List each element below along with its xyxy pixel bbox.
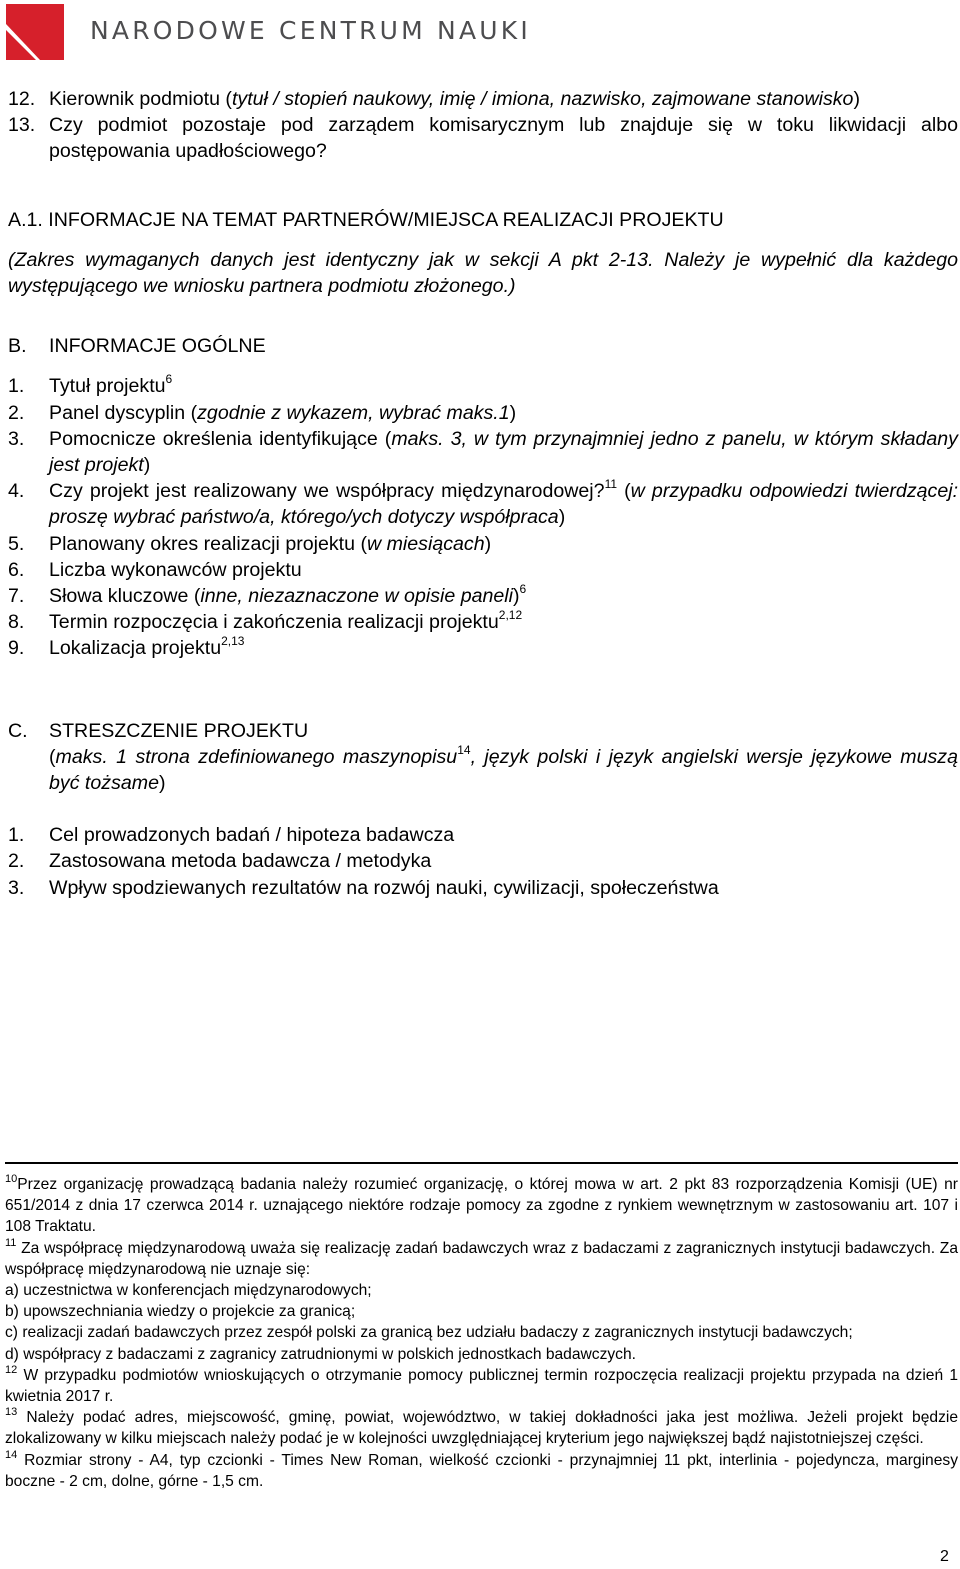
list-item <box>8 531 958 557</box>
list-item <box>8 875 958 901</box>
footnote <box>5 1174 958 1238</box>
item-after: ) <box>484 532 492 555</box>
item-text: Panel dyscyplin ( <box>49 401 198 424</box>
footnote-text: c) realizacji zadań badawczych przez zespół polski za granicą bez udziału badaczy z zagranicznych instytucji badawczych; <box>5 1324 853 1342</box>
item-italic: tytuł / stopień naukowy, imię / imiona, nazwisko, zajmowane stanowisko <box>231 88 854 110</box>
footnote <box>5 1301 958 1322</box>
note-italic: , język polski i język angielski wersje językowe muszą być tożsame <box>49 745 958 795</box>
item-text: Termin rozpoczęcia i zakończenia realizacji projektu <box>49 611 499 634</box>
footnote <box>5 1407 958 1449</box>
item-number: 2. <box>8 401 25 424</box>
item-text: Czy podmiot pozostaje pod zarządem komisarycznym lub znajduje się w toku likwidacji albo postępowania upadłościowego? <box>49 114 958 163</box>
list-item <box>8 583 958 609</box>
item-text: Wpływ spodziewanych rezultatów na rozwój nauki, cywilizacji, społeczeństwa <box>49 876 719 899</box>
item-number: 3. <box>8 427 25 450</box>
footnote-ref: 2,12 <box>498 608 523 623</box>
footnote <box>5 1322 958 1343</box>
document-body <box>8 86 958 901</box>
item-text: Zastosowana metoda badawcza / metodyka <box>49 850 432 873</box>
footnote <box>5 1280 958 1301</box>
section-b-number: B. <box>8 335 27 358</box>
section-b-title: INFORMACJE OGÓLNE <box>49 335 266 358</box>
section-b-heading <box>8 333 958 359</box>
item-number: 7. <box>8 585 25 608</box>
item-after: ) <box>509 401 517 424</box>
section-c-list <box>8 822 958 901</box>
footnote-text: W przypadku podmiotów wnioskujących o otrzymanie pomocy publicznej termin rozpoczęcia realizacji projektu przypada na dzień 1 kwietnia 2017 r. <box>5 1366 958 1406</box>
item-number: 13. <box>8 114 36 137</box>
section-c-note <box>8 744 958 796</box>
item-text: Czy projekt jest realizowany we współpracy międzynarodowej? <box>49 480 605 503</box>
section-c-title: STRESZCZENIE PROJEKTU <box>49 719 309 742</box>
item-text: Kierownik podmiotu ( <box>49 88 232 110</box>
footnote-text: Przez organizację prowadzącą badania należy rozumieć organizację, o której mowa w art. 2 pkt 83 rozporządzenia Komisji (UE) nr 651/2014 z dnia 17 czerwca 2014 r. uznającego niektóre rodzaje pomocy za zgodne z rynkiem wewnętrznym w zastosowaniu art. 107 i 108 Traktatu. <box>5 1176 958 1236</box>
footnote-ref: 6 <box>519 582 527 597</box>
page-header <box>0 0 960 62</box>
footnote <box>5 1450 958 1492</box>
list-item <box>8 400 958 426</box>
list-item <box>8 848 958 874</box>
footnote-text: a) uczestnictwa w konferencjach międzynarodowych; <box>5 1282 372 1300</box>
note-italic: maks. 1 strona zdefiniowanego maszynopisu <box>55 745 458 768</box>
section-a1-title: A.1. INFORMACJE NA TEMAT PARTNERÓW/MIEJSCA REALIZACJI PROJEKTU <box>8 208 724 231</box>
list-item <box>8 478 958 530</box>
list-item <box>8 426 958 478</box>
item-after: ) <box>558 506 566 529</box>
footnote-ref: 11 <box>604 477 618 492</box>
item-number: 5. <box>8 532 25 555</box>
item-13 <box>8 112 958 164</box>
footnote-number: 13 <box>5 1406 18 1419</box>
list-item <box>8 822 958 848</box>
footnote-number: 12 <box>5 1363 18 1376</box>
footnote-divider <box>5 1162 958 1164</box>
item-number: 9. <box>8 637 25 660</box>
item-text: Cel prowadzonych badań / hipoteza badawcza <box>49 824 455 847</box>
item-text: Liczba wykonawców projektu <box>49 558 302 581</box>
footnote <box>5 1344 958 1365</box>
item-number: 12. <box>8 88 36 110</box>
item-italic: zgodnie z wykazem, wybrać maks.1 <box>197 401 510 424</box>
org-name: NARODOWE CENTRUM NAUKI <box>90 16 531 45</box>
item-text: Planowany okres realizacji projektu ( <box>49 532 367 555</box>
footnote-text: Należy podać adres, miejscowość, gminę, powiat, województwo, w takiej dokładności jaka jest możliwa. Jeżeli projekt będzie zlokalizowany w kilku miejscach należy podać je w kolejności uwzględniającej kryterium jego największej bądź najistotniejszej części. <box>5 1409 958 1448</box>
item-text: Pomocnicze określenia identyfikujące ( <box>49 427 392 450</box>
footnote-text: d) współpracy z badaczami z zagranicy zatrudnionymi w polskich jednostkach badawczych. <box>5 1345 636 1363</box>
footnote-ref: 2,13 <box>221 634 245 649</box>
footnote <box>5 1238 958 1280</box>
item-italic: inne, niezaznaczone w opisie paneli <box>200 585 513 608</box>
list-item <box>8 373 958 399</box>
item-after: ) <box>853 88 860 110</box>
item-text: Lokalizacja projektu <box>49 637 222 660</box>
footnote-number: 11 <box>5 1236 17 1249</box>
item-text: Słowa kluczowe ( <box>49 585 201 608</box>
footnote-text: Rozmiar strony - A4, typ czcionki - Times New Roman, wielkość czcionki - przynajmniej 11 pkt, interlinia - pojedyncza, marginesy boczne - 2 cm, dolne, górne - 1,5 cm. <box>5 1451 958 1490</box>
item-number: 1. <box>8 375 25 398</box>
list-item <box>8 557 958 583</box>
page-number: 2 <box>940 1548 949 1565</box>
item-number: 3. <box>8 876 25 899</box>
item-number: 8. <box>8 611 25 634</box>
footnote <box>5 1365 958 1407</box>
footnote-text: b) upowszechniania wiedzy o projekcie za granicą; <box>5 1303 356 1321</box>
section-a1 <box>8 207 958 300</box>
item-number: 4. <box>8 480 25 503</box>
section-b-list <box>8 373 958 661</box>
section-c-heading <box>8 718 958 744</box>
item-number: 6. <box>8 558 25 581</box>
section-a1-note: (Zakres wymaganych danych jest identyczny jak w sekcji A pkt 2-13. Należy je wypełnić dla każdego występującego we wniosku partnera podmiotu złożonego.) <box>8 248 958 298</box>
list-item <box>8 635 958 661</box>
note-paren: ( <box>49 745 56 768</box>
item-italic: w przypadku odpowiedzi twierdzącej: proszę wybrać państwo/a, którego/ych dotyczy współpraca <box>49 480 959 529</box>
item-text: ( <box>617 480 631 503</box>
item-italic: w miesiącach <box>367 532 485 555</box>
footnote-text: Za współpracę międzynarodową uważa się realizację zadań badawczych wraz z badaczami z zagranicznych instytucji badawczych. Za współpracę międzynarodową nie uznaje się: <box>5 1239 958 1278</box>
item-text: Tytuł projektu <box>49 375 166 398</box>
item-number: 1. <box>8 824 25 847</box>
footnote-number: 10 <box>5 1173 18 1185</box>
item-italic: maks. 3, w tym przynajmniej jedno z panelu, w którym składany jest projekt <box>49 427 958 477</box>
ncn-logo-icon <box>6 4 64 60</box>
note-paren: ) <box>159 772 166 795</box>
item-number: 2. <box>8 850 25 873</box>
footnotes <box>5 1162 958 1492</box>
list-item <box>8 609 958 635</box>
footnote-number: 14 <box>5 1448 18 1461</box>
item-after: ) <box>513 585 520 608</box>
item-12 <box>8 86 958 112</box>
footnote-ref: 14 <box>457 742 471 757</box>
footnote-ref: 6 <box>165 372 173 387</box>
section-c-number: C. <box>8 719 28 742</box>
item-after: ) <box>143 454 151 477</box>
